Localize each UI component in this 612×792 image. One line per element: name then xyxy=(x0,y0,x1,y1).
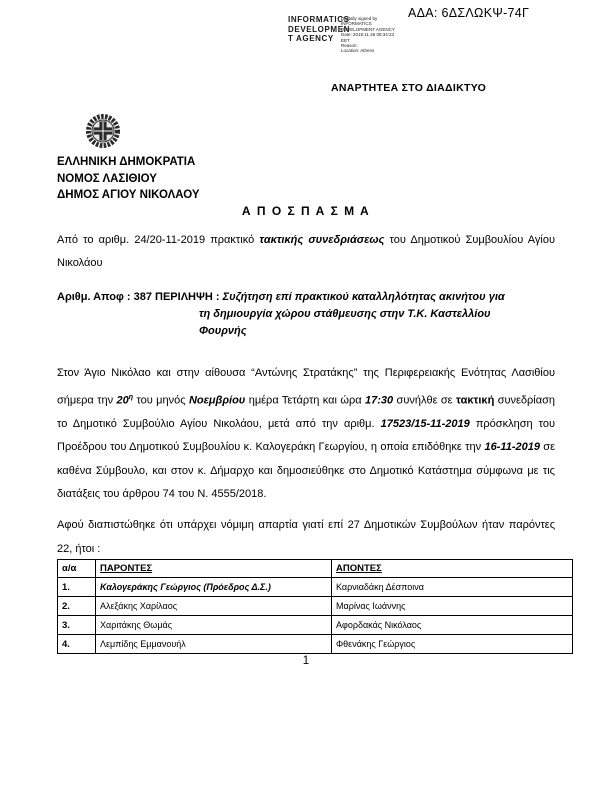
attendance-table xyxy=(57,559,573,654)
body-session-type: τακτική xyxy=(455,394,495,407)
absent-member: Φθενάκης Γεώργιος xyxy=(332,635,573,654)
session-paragraph xyxy=(57,362,555,507)
table-row xyxy=(58,578,573,597)
body-text: ημέρα Τετάρτη και ώρα xyxy=(245,394,365,407)
table-row xyxy=(58,597,573,616)
intro-text: του Δημοτικού Συμβουλίου Αγίου Νικολάου xyxy=(57,234,555,269)
body-day-number: 20 xyxy=(116,394,129,407)
stamp-detail-line: Location: Athens xyxy=(341,48,375,54)
body-text: σε καθένα Σύμβουλο, και στον κ. Δήμαρχο και δημοσιεύθηκε στο Δημοτικό Κατάστημα σύμφωνα με τις διατάξεις του άρθρου 74 του Ν. 4555/2018. xyxy=(57,441,556,501)
column-header-index: α/α xyxy=(58,560,96,578)
body-text: του μηνός xyxy=(133,394,189,407)
stamp-detail-line: Reason: xyxy=(341,43,358,49)
body-text: Στον Άγιο Νικόλαο και στην αίθουσα “Αντώνης Στρατάκης” της Περιφερειακής Ενότητας Λασιθίου σήμερα την xyxy=(57,367,555,407)
body-text: συνήλθε σε xyxy=(393,394,456,407)
stamp-agency-line: T AGENCY xyxy=(288,34,334,43)
government-header xyxy=(57,154,200,204)
stamp-detail-line: Date: 2019.11.26 08:34:23 xyxy=(341,32,394,38)
table-row xyxy=(58,635,573,654)
ada-code: ΑΔΑ: 6ΔΣΛΩΚΨ-74Γ xyxy=(408,6,530,20)
body-text: πρόσκληση του Προέδρου του Δημοτικού Συμβουλίου κ. Καλογεράκη Γεωργίου, η οποία επιδόθηκε την xyxy=(57,417,555,454)
present-member: Αλεξάκης Χαρίλαος xyxy=(96,597,332,616)
table-header-row xyxy=(58,560,573,578)
intro-session-type: τακτικής συνεδριάσεως xyxy=(259,234,385,246)
column-header-present: ΠΑΡΟΝΤΕΣ xyxy=(100,563,153,574)
stamp-detail-line: EET xyxy=(341,37,350,43)
present-member: Καλογεράκης Γεώργιος (Πρόεδρος Δ.Σ.) xyxy=(96,578,332,597)
greek-coat-of-arms-icon xyxy=(84,111,122,149)
decision-line-1 xyxy=(57,291,505,303)
body-delivery-date: 16-11-2019 xyxy=(484,441,540,454)
decision-number-label: Αριθμ. Αποφ : 387 ΠΕΡΙΛΗΨΗ : xyxy=(57,291,223,303)
body-time: 17:30 xyxy=(364,394,394,407)
publish-notice: ΑΝΑΡΤΗΤΕΑ ΣΤΟ ΔΙΑΔΙΚΤΥΟ xyxy=(331,82,487,94)
intro-paragraph xyxy=(57,229,555,275)
body-day-suffix: η xyxy=(128,393,134,401)
row-number: 3. xyxy=(58,616,96,635)
decision-summary-2: τη δημιουργία χώρου στάθμευσης στην Τ.Κ. Καστελλίου xyxy=(199,308,491,320)
present-member: Χαριτάκης Θωμάς xyxy=(96,616,332,635)
absent-member: Αφορδακάς Νικόλαος xyxy=(332,616,573,635)
table-row xyxy=(58,616,573,635)
column-header-absent: ΑΠΟΝΤΕΣ xyxy=(336,563,382,574)
page-number: 1 xyxy=(302,655,310,667)
header-prefecture: ΝΟΜΟΣ ΛΑΣΙΘΙΟΥ xyxy=(57,172,157,185)
signature-stamp-details xyxy=(341,16,395,54)
absent-member: Καρνιαδάκη Δέσποινα xyxy=(332,578,573,597)
header-republic: ΕΛΛΗΝΙΚΗ ΔΗΜΟΚΡΑΤΙΑ xyxy=(57,156,196,168)
present-member: Λεμπίδης Εμμανουήλ xyxy=(96,635,332,654)
absent-member: Μαρίνας Ιωάννης xyxy=(332,597,573,616)
stamp-detail-line: Digitally signed by xyxy=(341,16,378,21)
stamp-agency-line: INFORMATICS xyxy=(288,15,350,24)
header-municipality: ΔΗΜΟΣ ΑΓΙΟΥ ΝΙΚΟΛΑΟΥ xyxy=(57,189,200,201)
document-title: Α Π Ο Σ Π Α Σ Μ Α xyxy=(241,204,371,218)
decision-summary-3: Φουρνής xyxy=(199,325,247,337)
body-month: Νοεμβρίου xyxy=(188,394,246,407)
stamp-detail-line: INFORMATICS xyxy=(341,21,372,27)
quorum-paragraph: Αφού διαπιστώθηκε ότι υπάρχει νόμιμη απαρτία γιατί επί 27 Δημοτικών Συμβούλων ήταν παρόντες 22, ήτοι : xyxy=(57,519,555,555)
stamp-detail-line: DEVELOPMENT AGENCY xyxy=(341,26,395,32)
body-text: συνεδρίαση το Δημοτικό Συμβούλιο Αγίου Νικολάου, μετά από την αριθμ. xyxy=(57,394,555,430)
stamp-agency-line: DEVELOPMEN xyxy=(288,24,351,34)
intro-text: Από το αριθμ. 24/20-11-2019 πρακτικό xyxy=(57,234,260,246)
row-number: 1. xyxy=(58,578,96,597)
row-number: 2. xyxy=(58,597,96,616)
decision-summary-1: Συζήτηση επί πρακτικού καταλληλότητας ακινήτου για xyxy=(222,291,505,303)
row-number: 4. xyxy=(58,635,96,654)
body-invitation-number: 17523/15-11-2019 xyxy=(380,417,470,430)
